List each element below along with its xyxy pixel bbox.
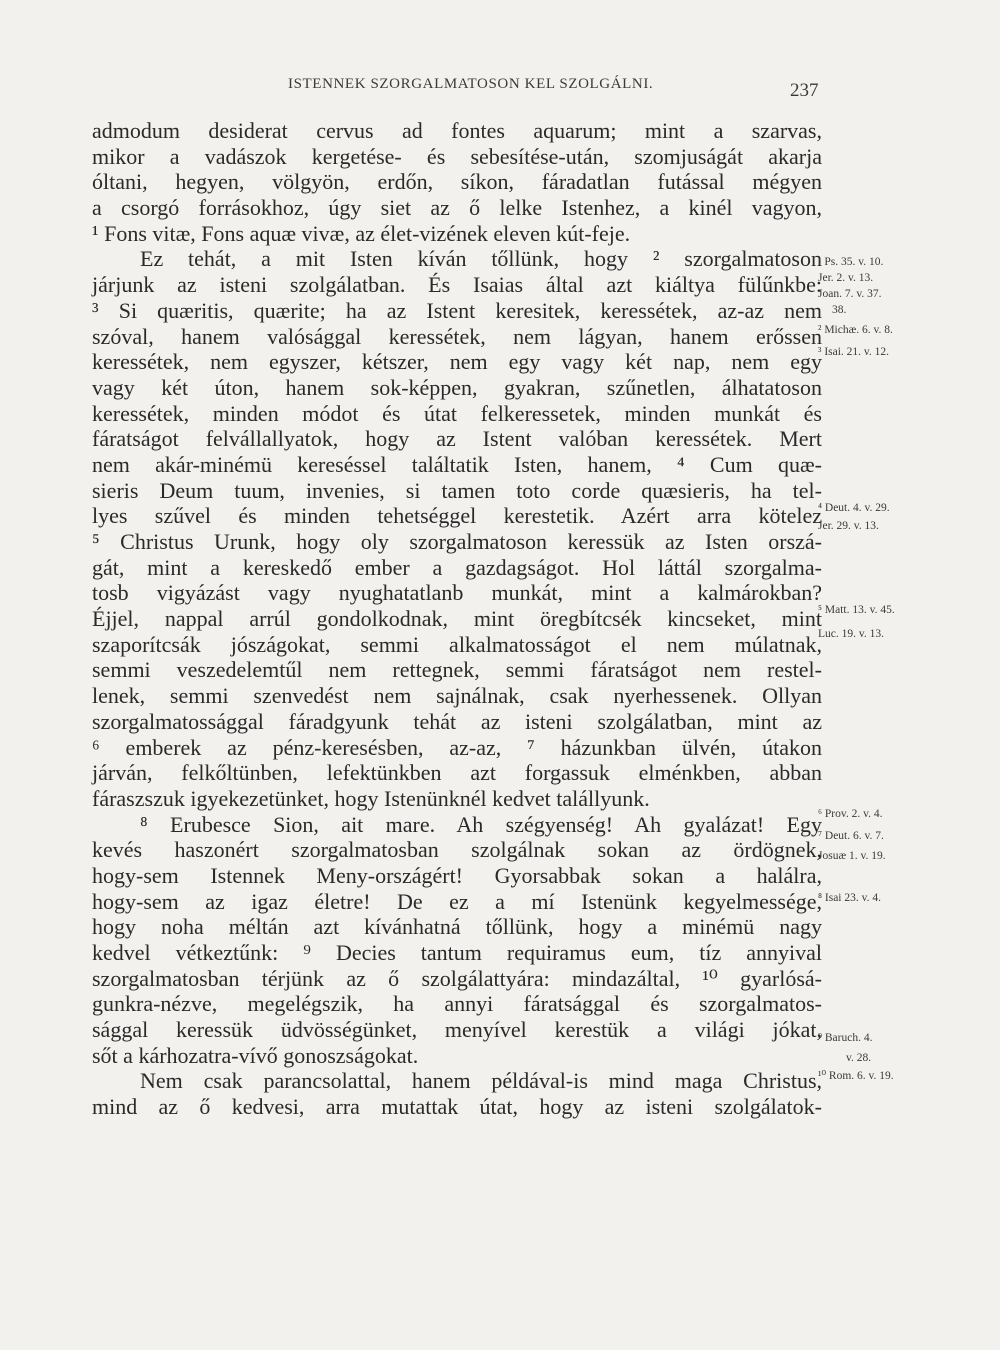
text-line: sággal keressük üdvösségünket, menyível kerestük a világi jókat,: [92, 1017, 822, 1043]
margin-note: Luc. 19. v. 13.: [818, 628, 885, 640]
margin-note: v. 28.: [846, 1052, 872, 1064]
margin-note: Josuæ 1. v. 19.: [818, 850, 886, 862]
running-header: ISTENNEK SZORGALMATOSON KEL SZOLGÁLNI.: [288, 76, 654, 92]
text-line: gát, mint a kereskedő ember a gazdagságot. Hol láttál szorgalma-: [92, 554, 822, 580]
margin-note: ⁷ Deut. 6. v. 7.: [818, 830, 884, 842]
text-line: Nem csak parancsolattal, hanem példával-is mind maga Christus,: [140, 1068, 822, 1094]
text-line: ⁵ Christus Urunk, hogy oly szorgalmatoson keressük az Isten orszá-: [92, 529, 822, 554]
text-line: hogy-sem Istennek Meny-országért! Gyorsabbak sokan a halálra,: [92, 862, 822, 888]
text-line: hogy noha méltán azt kívánhatná tőllünk, hogy a minémü nagy: [92, 914, 822, 940]
margin-note: ⁹ Baruch. 4.: [818, 1032, 873, 1044]
text-line: sieris Deum tuum, invenies, si tamen toto corde quæsieris, ha tel-: [92, 477, 822, 503]
text-line: szóval, hanem valósággal keressétek, nem lágyan, hanem erőssen: [92, 323, 822, 349]
page-number: 237: [790, 80, 819, 101]
text-line: keressétek, nem egyszer, kétszer, nem egy vagy két nap, nem egy: [92, 349, 822, 375]
text-line: lyes szűvel és minden tehetséggel kerestetik. Azért arra kötelez: [92, 503, 822, 529]
text-line: sőt a kárhozatra-vívő gonoszságokat.: [92, 1042, 419, 1068]
margin-note: Jer. 2. v. 13.: [818, 272, 874, 284]
text-line: fáraszszuk igyekezetünket, hogy Istenünknél kedvet talállyunk.: [92, 785, 650, 811]
text-line: Éjjel, nappal arrúl gondolkodnak, mint öregbítcsék kincseket, mint: [92, 606, 822, 632]
main-text: [92, 118, 822, 1120]
text-line: járjunk az isteni szolgálatban. És Isaias által azt kiáltya fülűnkbe:: [92, 272, 822, 298]
text-line: járván, felkőltünben, lefektünkben azt forgassuk elménkben, abban: [92, 760, 822, 786]
margin-note: Joan. 7. v. 37.: [818, 288, 882, 300]
margin-note: Jer. 29. v. 13.: [818, 520, 879, 532]
text-line: hogy-sem az igaz életre! De ez a mí Istenünk kegyelmessége,: [92, 888, 822, 914]
text-line: szorgalmatosban térjünk az ő szolgálattyára: mindazáltal, ¹⁰ gyarlósá-: [92, 965, 822, 991]
text-line: vagy két úton, hanem sok-képpen, gyakran, szűnetlen, álhatatoson: [92, 374, 822, 400]
margin-note: ² Michæ. 6. v. 8.: [818, 324, 893, 336]
text-line: szorgalmatossággal fáradgyunk tehát az isteni szolgálatban, mint az: [92, 708, 822, 734]
margin-note: ⁵ Matt. 13. v. 45.: [818, 604, 895, 616]
margin-note: 38.: [832, 304, 847, 316]
text-line: kevés haszonért szorgalmatosban szolgálnak sokan az ördögnek,: [92, 837, 822, 863]
text-line: Ez tehát, a mit Isten kíván tőllünk, hogy ² szorgalmatoson: [140, 246, 822, 272]
text-line: keressétek, minden módot és útat felkeressetek, minden munkát és: [92, 400, 822, 426]
text-line: ⁸ Erubesce Sion, ait mare. Ah szégyenség! Ah gyalázat! Egy: [140, 811, 822, 837]
text-line: kedvel vétkeztűnk: ⁹ Decies tantum requiramus eum, tíz annyival: [92, 940, 822, 965]
margin-note: ³ Isai. 21. v. 12.: [818, 346, 890, 358]
margin-note: ¹⁰ Rom. 6. v. 19.: [818, 1070, 894, 1082]
margin-note: ⁴ Deut. 4. v. 29.: [818, 502, 890, 514]
text-line: tosb vigyázást vagy nyughatatlanb munkát, mint a kalmárokban?: [92, 580, 822, 606]
text-line: ⁶ emberek az pénz-keresésben, az-az, ⁷ házunkban ülvén, útakon: [92, 734, 822, 760]
text-line: ¹ Fons vitæ, Fons aquæ vivæ, az élet-vizének eleven kút-feje.: [92, 220, 631, 246]
margin-note: ⁸ Isai 23. v. 4.: [818, 892, 881, 904]
text-line: nem akár-minémü kereséssel találtatik Isten, hanem, ⁴ Cum quæ-: [92, 451, 822, 477]
text-line: semmi veszedelemtűl nem rettegnek, semmi fáratságot nem restel-: [92, 657, 822, 683]
margin-note: ¹ Ps. 35. v. 10.: [818, 256, 884, 268]
text-line: gunkra-nézve, megelégszik, ha annyi fáratsággal és szorgalmatos-: [92, 991, 822, 1017]
text-line: ³ Si quæritis, quærite; ha az Istent keresitek, keressétek, az-az nem: [92, 297, 822, 323]
text-line: fáratságot felvállallyatok, hogy az Istent valóban keressétek. Mert: [92, 426, 822, 452]
text-line: lenek, semmi szenvedést nem sajnálnak, csak nyerhessenek. Ollyan: [92, 683, 822, 709]
text-line: óltani, hegyen, völgyön, erdőn, síkon, fáradatlan futással mégyen: [92, 169, 822, 195]
text-line: mind az ő kedvesi, arra mutattak útat, hogy az isteni szolgálatok-: [92, 1094, 822, 1120]
text-line: admodum desiderat cervus ad fontes aquarum; mint a szarvas,: [92, 118, 822, 143]
text-line: szaporítcsák jószágokat, semmi alkalmatosságot el nem múlatnak,: [92, 631, 822, 657]
text-line: a csorgó forrásokhoz, úgy siet az ő lelke Istenhez, a kinél vagyon,: [92, 195, 822, 221]
text-line: mikor a vadászok kergetése- és sebesítése-után, szomjuságát akarja: [92, 143, 822, 169]
margin-note: ⁶ Prov. 2. v. 4.: [818, 808, 883, 820]
